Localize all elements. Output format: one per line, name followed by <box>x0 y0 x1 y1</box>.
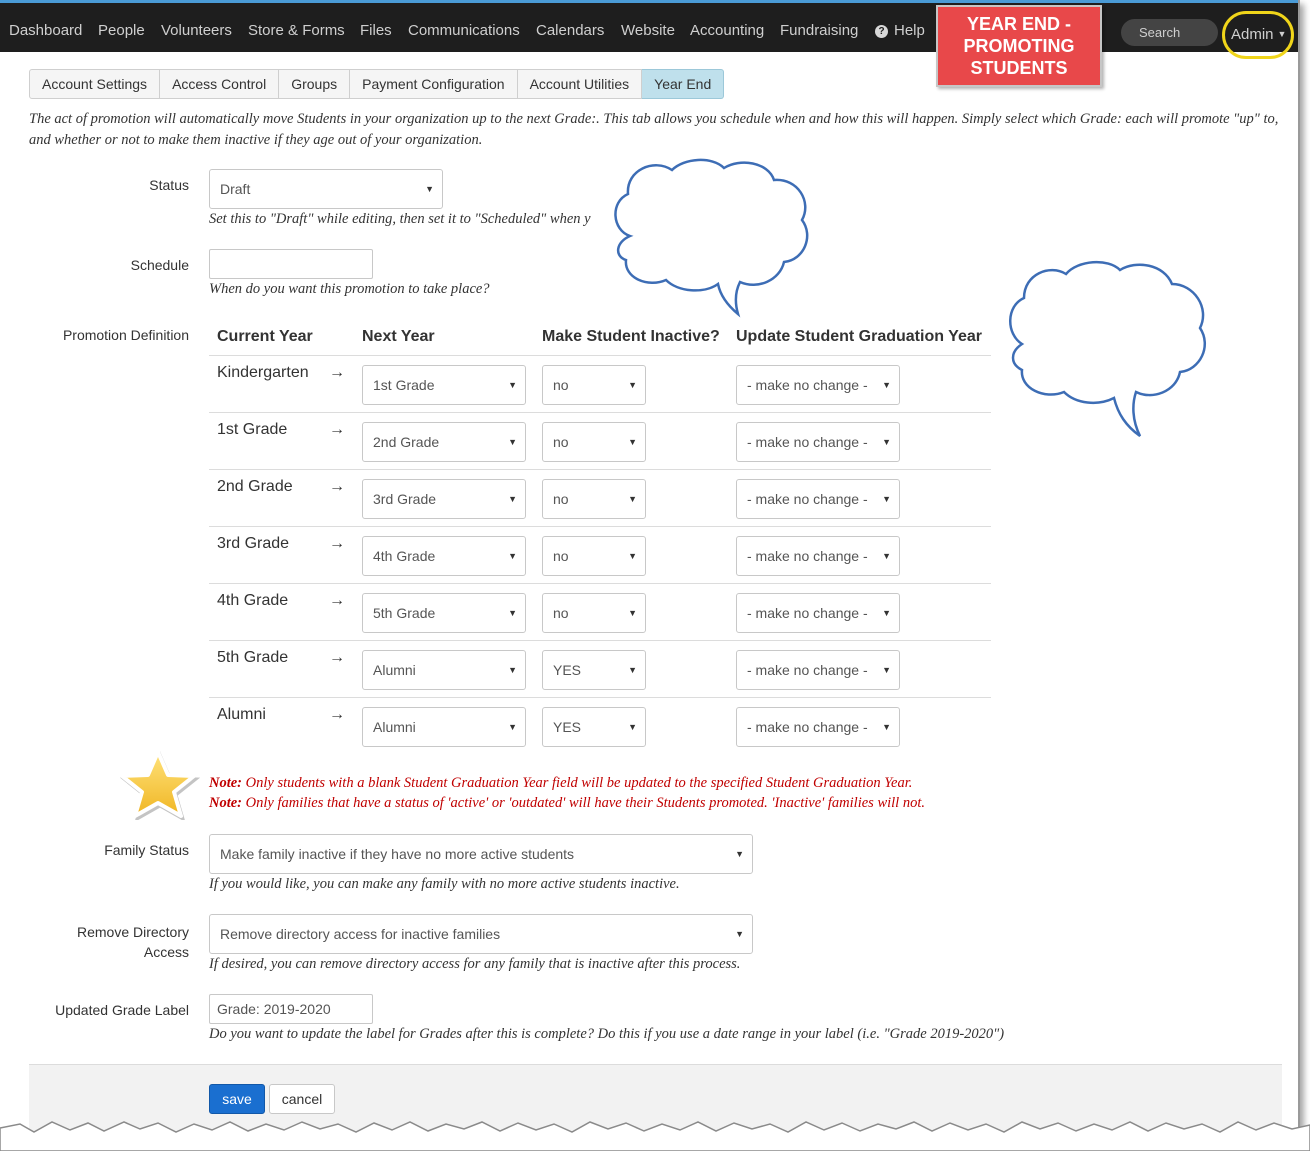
make-inactive-value: YES <box>553 662 582 678</box>
grad-year-value: - make no change - <box>747 719 868 735</box>
make-inactive-value: no <box>553 548 569 564</box>
question-circle-icon: ? <box>875 25 888 38</box>
nav-files[interactable]: Files <box>360 22 392 39</box>
grad-year-select[interactable] <box>736 593 900 633</box>
nav-help[interactable] <box>875 22 925 39</box>
grade-label-label: Updated Grade Label <box>55 1002 189 1018</box>
next-year-value: 4th Grade <box>373 548 436 564</box>
nav-help-label: Help <box>894 22 925 39</box>
family-status-select[interactable] <box>209 834 753 874</box>
nav-dashboard[interactable]: Dashboard <box>9 22 83 39</box>
admin-menu[interactable] <box>1222 11 1294 59</box>
make-inactive-value: no <box>553 491 569 507</box>
dropdown-arrow-icon: ▼ <box>508 380 517 390</box>
dropdown-arrow-icon: ▼ <box>628 380 637 390</box>
current-grade: 5th Grade <box>217 649 289 666</box>
nav-volunteers[interactable]: Volunteers <box>161 22 232 39</box>
dropdown-arrow-icon: ▼ <box>508 722 517 732</box>
banner-line-2: PROMOTING <box>963 36 1075 56</box>
promotion-label: Promotion Definition <box>62 327 189 343</box>
remove-directory-label-line-2: Access <box>143 944 189 960</box>
note-prefix: Note: <box>209 795 243 811</box>
dropdown-arrow-icon: ▼ <box>628 608 637 618</box>
note-graduation-year <box>209 775 912 792</box>
schedule-help: When do you want this promotion to take place? <box>209 281 490 297</box>
next-year-select[interactable] <box>362 365 526 405</box>
arrow-right-icon: → <box>329 592 345 609</box>
next-year-select[interactable] <box>362 536 526 576</box>
make-inactive-value: no <box>553 434 569 450</box>
dropdown-arrow-icon: ▼ <box>882 380 891 390</box>
grad-year-value: - make no change - <box>747 548 868 564</box>
top-navbar <box>0 0 1300 52</box>
note-family-status <box>209 795 925 812</box>
dropdown-arrow-icon: ▼ <box>628 551 637 561</box>
next-year-select[interactable] <box>362 593 526 633</box>
make-inactive-select[interactable] <box>542 593 646 633</box>
grade-label-input[interactable]: Grade: 2019-2020 <box>209 994 373 1024</box>
family-status-help: If you would like, you can make any family with no more active students inactive. <box>209 876 680 892</box>
header-update-grad-year: Update Student Graduation Year <box>736 328 982 345</box>
dropdown-arrow-icon: ▼ <box>508 494 517 504</box>
grad-year-select[interactable] <box>736 536 900 576</box>
grad-year-value: - make no change - <box>747 491 868 507</box>
tab-access-control[interactable]: Access Control <box>160 69 279 99</box>
arrow-right-icon: → <box>329 421 345 438</box>
status-help: Set this to "Draft" while editing, then set it to "Scheduled" when y <box>209 211 591 227</box>
dropdown-arrow-icon: ▼ <box>882 437 891 447</box>
current-grade: 1st Grade <box>217 421 288 438</box>
grad-year-select[interactable] <box>736 422 900 462</box>
nav-fundraising[interactable]: Fundraising <box>780 22 859 39</box>
grad-year-select[interactable] <box>736 650 900 690</box>
grad-year-value: - make no change - <box>747 662 868 678</box>
status-label: Status <box>149 177 189 193</box>
next-year-value: 1st Grade <box>373 377 435 393</box>
remove-directory-help: If desired, you can remove directory access for any family that is inactive after this process. <box>209 956 741 972</box>
cloud-callout-icon <box>1004 258 1214 442</box>
grad-year-value: - make no change - <box>747 377 868 393</box>
dropdown-arrow-icon: ▼ <box>628 665 637 675</box>
note-prefix: Note: <box>209 775 243 791</box>
make-inactive-select[interactable] <box>542 479 646 519</box>
make-inactive-select[interactable] <box>542 365 646 405</box>
current-grade: Kindergarten <box>217 364 309 381</box>
header-make-inactive: Make Student Inactive? <box>542 328 720 345</box>
grad-year-value: - make no change - <box>747 605 868 621</box>
dropdown-arrow-icon: ▼ <box>628 437 637 447</box>
dropdown-arrow-icon: ▼ <box>508 551 517 561</box>
make-inactive-value: no <box>553 377 569 393</box>
dropdown-arrow-icon: ▼ <box>508 665 517 675</box>
dropdown-arrow-icon: ▼ <box>508 608 517 618</box>
schedule-label: Schedule <box>130 257 189 273</box>
intro-text: The act of promotion will automatically move Students in your organization up to the next Grade:. This tab allows you schedule when and how this will happen. Simply select which Grade: each will promote "up" to, and whether or not to make them inactive if they age out of your organization. <box>29 111 1279 148</box>
cancel-button[interactable]: cancel <box>269 1084 335 1114</box>
grad-year-select[interactable] <box>736 365 900 405</box>
arrow-right-icon: → <box>329 364 345 381</box>
tab-payment-configuration[interactable]: Payment Configuration <box>350 69 517 99</box>
status-select[interactable] <box>209 169 443 209</box>
arrow-right-icon: → <box>329 478 345 495</box>
caret-down-icon: ▼ <box>1277 29 1287 39</box>
admin-label: Admin <box>1231 26 1274 43</box>
promotion-row <box>209 583 991 640</box>
save-button[interactable]: save <box>209 1084 265 1114</box>
header-current-year: Current Year <box>217 328 313 345</box>
next-year-value: 3rd Grade <box>373 491 437 507</box>
next-year-select[interactable] <box>362 650 526 690</box>
year-end-banner <box>936 5 1102 87</box>
dropdown-arrow-icon: ▼ <box>882 722 891 732</box>
dropdown-arrow-icon: ▼ <box>508 437 517 447</box>
current-grade: 3rd Grade <box>217 535 290 552</box>
remove-directory-value: Remove directory access for inactive families <box>220 926 501 942</box>
remove-directory-select[interactable] <box>209 914 753 954</box>
tab-account-settings[interactable]: Account Settings <box>29 69 160 99</box>
search-input[interactable]: Search <box>1121 19 1218 46</box>
grad-year-select[interactable] <box>736 479 900 519</box>
schedule-input[interactable] <box>209 249 373 279</box>
promotion-row <box>209 412 991 469</box>
next-year-value: Alumni <box>373 719 416 735</box>
torn-edge-decoration <box>0 1110 1310 1151</box>
dropdown-arrow-icon: ▼ <box>882 551 891 561</box>
nav-accounting[interactable]: Accounting <box>690 22 765 39</box>
arrow-right-icon: → <box>329 535 345 552</box>
status-value: Draft <box>220 181 251 197</box>
nav-store-forms[interactable]: Store & Forms <box>248 22 345 39</box>
dropdown-arrow-icon: ▼ <box>628 722 637 732</box>
settings-tabs <box>29 69 724 99</box>
family-status-value: Make family inactive if they have no more active students <box>220 846 575 862</box>
next-year-value: 2nd Grade <box>373 434 440 450</box>
make-inactive-select[interactable] <box>542 650 646 690</box>
current-grade: 2nd Grade <box>217 478 293 495</box>
next-year-select[interactable] <box>362 707 526 747</box>
promotion-row <box>209 355 991 412</box>
header-next-year: Next Year <box>362 328 435 345</box>
remove-directory-label <box>40 922 189 962</box>
note-text: Only families that have a status of 'active' or 'outdated' will have their Students promoted. 'Inactive' families will not. <box>242 795 925 811</box>
tab-groups[interactable]: Groups <box>279 69 350 99</box>
next-year-select[interactable] <box>362 422 526 462</box>
current-grade: Alumni <box>217 706 266 723</box>
banner-line-1: YEAR END - <box>966 14 1071 34</box>
banner-line-3: STUDENTS <box>970 58 1068 78</box>
make-inactive-value: no <box>553 605 569 621</box>
current-grade: 4th Grade <box>217 592 289 609</box>
make-inactive-select[interactable] <box>542 707 646 747</box>
promotion-row <box>209 526 991 583</box>
nav-communications[interactable]: Communications <box>408 22 520 39</box>
tab-year-end[interactable]: Year End <box>642 69 724 99</box>
nav-website[interactable]: Website <box>621 22 675 39</box>
make-inactive-select[interactable] <box>542 422 646 462</box>
next-year-select[interactable] <box>362 479 526 519</box>
promotion-row <box>209 697 991 754</box>
grad-year-select[interactable] <box>736 707 900 747</box>
arrow-right-icon: → <box>329 706 345 723</box>
dropdown-arrow-icon: ▼ <box>735 929 744 939</box>
next-year-value: 5th Grade <box>373 605 436 621</box>
nav-calendars[interactable]: Calendars <box>536 22 605 39</box>
remove-directory-label-line-1: Remove Directory <box>76 924 189 940</box>
make-inactive-select[interactable] <box>542 536 646 576</box>
dropdown-arrow-icon: ▼ <box>628 494 637 504</box>
dropdown-arrow-icon: ▼ <box>425 184 434 194</box>
grad-year-value: - make no change - <box>747 434 868 450</box>
dropdown-arrow-icon: ▼ <box>735 849 744 859</box>
dropdown-arrow-icon: ▼ <box>882 608 891 618</box>
arrow-right-icon: → <box>329 649 345 666</box>
promotion-row <box>209 469 991 526</box>
cloud-callout-icon <box>608 158 816 324</box>
tab-account-utilities[interactable]: Account Utilities <box>518 69 643 99</box>
dropdown-arrow-icon: ▼ <box>882 494 891 504</box>
next-year-value: Alumni <box>373 662 416 678</box>
dropdown-arrow-icon: ▼ <box>882 665 891 675</box>
nav-people[interactable]: People <box>98 22 145 39</box>
make-inactive-value: YES <box>553 719 582 735</box>
family-status-label: Family Status <box>104 842 189 858</box>
grade-label-help: Do you want to update the label for Grades after this is complete? Do this if you use a date range in your label (i.e. "Grade 2019-2020") <box>209 1026 1005 1042</box>
note-text: Only students with a blank Student Graduation Year field will be updated to the specified Student Graduation Year. <box>242 775 913 791</box>
promotion-row <box>209 640 991 697</box>
star-icon <box>116 748 200 820</box>
